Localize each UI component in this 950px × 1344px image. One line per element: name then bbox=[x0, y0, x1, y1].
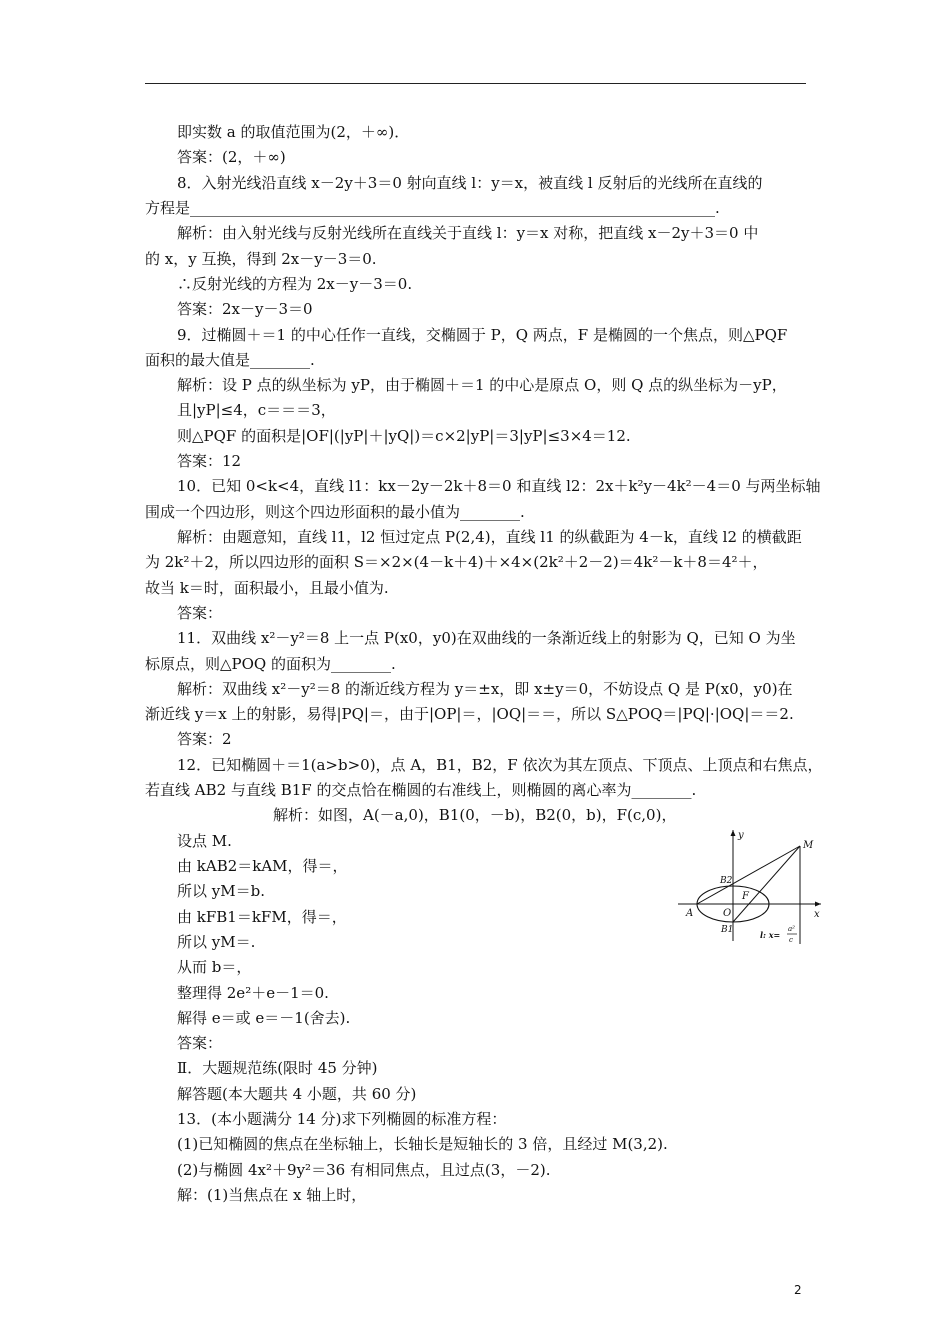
y-axis-label: y bbox=[738, 830, 744, 841]
header-rule bbox=[145, 83, 806, 84]
text-line: ∴反射光线的方程为 2x－y－3＝0. bbox=[177, 275, 413, 293]
point-f-label: F bbox=[742, 891, 749, 902]
text-line: (2)与椭圆 4x²＋9y²＝36 有相同焦点，且过点(3，－2). bbox=[177, 1161, 551, 1179]
text-line: 9．过椭圆＋＝1 的中心任作一直线，交椭圆于 P，Q 两点，F 是椭圆的一个焦点，则△PQF bbox=[177, 326, 788, 344]
text-line: 围成一个四边形，则这个四边形面积的最小值为________. bbox=[145, 503, 525, 521]
text-line: 答案： bbox=[177, 604, 223, 622]
text-line: 解答题(本大题共 4 小题，共 60 分) bbox=[177, 1085, 417, 1103]
text-line: 从而 b＝， bbox=[177, 958, 252, 976]
text-line: 为 2k²＋2，所以四边形的面积 S＝×2×(4－k＋4)＋×4×(2k²＋2－2)＝4k²－k＋8＝4²＋， bbox=[145, 553, 768, 571]
text-line: 所以 yM＝. bbox=[177, 933, 256, 951]
text-line: 10．已知 0<k<4，直线 l1：kx－2y－2k＋8＝0 和直线 l2：2x＋k²y－4k²－4＝0 与两坐标轴 bbox=[177, 477, 821, 495]
text-line: 解析：设 P 点的纵坐标为 yP，由于椭圆＋＝1 的中心是原点 O，则 Q 点的纵坐标为－yP， bbox=[177, 376, 787, 394]
text-line: 答案：12 bbox=[177, 452, 242, 470]
directrix-numerator: a² bbox=[788, 925, 795, 933]
directrix-label: l: x= bbox=[760, 930, 781, 940]
text-line: 解：(1)当焦点在 x 轴上时， bbox=[177, 1186, 367, 1204]
text-line: 解析：双曲线 x²－y²＝8 的渐近线方程为 y＝±x，即 x±y＝0，不妨设点 Q 是 P(x0，y0)在 bbox=[177, 680, 793, 698]
text-line: 面积的最大值是________. bbox=[145, 351, 315, 369]
text-line: 13．(本小题满分 14 分)求下列椭圆的标准方程： bbox=[177, 1110, 507, 1128]
text-line: 且|yP|≤4，c＝＝＝3， bbox=[177, 401, 336, 419]
x-axis-label: x bbox=[814, 909, 820, 920]
point-m-label: M bbox=[803, 840, 814, 851]
text-line: 答案： bbox=[177, 1034, 223, 1052]
text-line: 设点 M. bbox=[177, 832, 232, 850]
text-line: 解析：由入射光线与反射光线所在直线关于直线 l：y＝x 对称，把直线 x－2y＋3＝0 中 bbox=[177, 224, 759, 242]
text-line: 解析：由题意知，直线 l1，l2 恒过定点 P(2,4)，直线 l1 的纵截距为 4－k，直线 l2 的横截距 bbox=[177, 528, 802, 546]
text-line: (1)已知椭圆的焦点在坐标轴上，长轴长是短轴长的 3 倍，且经过 M(3,2). bbox=[177, 1135, 668, 1153]
text-line: 即实数 a 的取值范围为(2，＋∞)． bbox=[177, 123, 410, 141]
text-line: 的 x，y 互换，得到 2x－y－3＝0. bbox=[145, 250, 377, 268]
page-number: 2 bbox=[794, 1283, 802, 1297]
text-line: 渐近线 y＝x 上的射影，易得|PQ|＝，由于|OP|＝，|OQ|＝＝，所以 S△POQ＝|PQ|·|OQ|＝＝2. bbox=[145, 705, 794, 723]
text-line: 方程是______________________________________________________________________. bbox=[145, 199, 720, 217]
text-line: 11．双曲线 x²－y²＝8 上一点 P(x0，y0)在双曲线的一条渐近线上的射影为 Q，已知 O 为坐 bbox=[177, 629, 796, 647]
text-line: 答案：(2，＋∞) bbox=[177, 148, 286, 166]
x-axis-arrow bbox=[815, 902, 821, 907]
origin-label: O bbox=[723, 908, 732, 919]
text-line: 所以 yM＝b. bbox=[177, 882, 265, 900]
text-line: 故当 k＝时，面积最小，且最小值为. bbox=[145, 579, 389, 597]
text-line: 解析：如图，A(－a,0)，B1(0，－b)，B2(0，b)，F(c,0)， bbox=[273, 806, 677, 824]
section-heading: Ⅱ．大题规范练(限时 45 分钟) bbox=[177, 1059, 378, 1077]
text-line: 8．入射光线沿直线 x－2y＋3＝0 射向直线 l：y＝x，被直线 l 反射后的光线所在直线的 bbox=[177, 174, 763, 192]
point-b2-label: B2 bbox=[720, 876, 733, 886]
text-line: 由 kAB2＝kAM，得＝， bbox=[177, 857, 348, 875]
text-line: 整理得 2e²＋e－1＝0. bbox=[177, 984, 329, 1002]
text-line: 若直线 AB2 与直线 B1F 的交点恰在椭圆的右准线上，则椭圆的离心率为________. bbox=[145, 781, 697, 799]
point-b1-label: B1 bbox=[721, 925, 734, 935]
text-line: 解得 e＝或 e＝－1(舍去). bbox=[177, 1009, 351, 1027]
ellipse-figure bbox=[676, 826, 826, 946]
text-line: 标原点，则△POQ 的面积为________. bbox=[145, 655, 396, 673]
text-line: 由 kFB1＝kFM，得＝， bbox=[177, 908, 347, 926]
text-line: 则△PQF 的面积是|OF|(|yP|＋|yQ|)＝c×2|yP|＝3|yP|≤3×4＝12. bbox=[177, 427, 631, 445]
y-axis-arrow bbox=[731, 830, 736, 836]
text-line: 答案：2 bbox=[177, 730, 232, 748]
text-line: 答案：2x－y－3＝0 bbox=[177, 300, 313, 318]
directrix-denominator: c bbox=[789, 936, 793, 944]
point-a-label: A bbox=[686, 908, 694, 919]
text-line: 12．已知椭圆＋＝1(a>b>0)，点 A，B1，B2，F 依次为其左顶点、下顶点、上顶点和右焦点， bbox=[177, 756, 823, 774]
